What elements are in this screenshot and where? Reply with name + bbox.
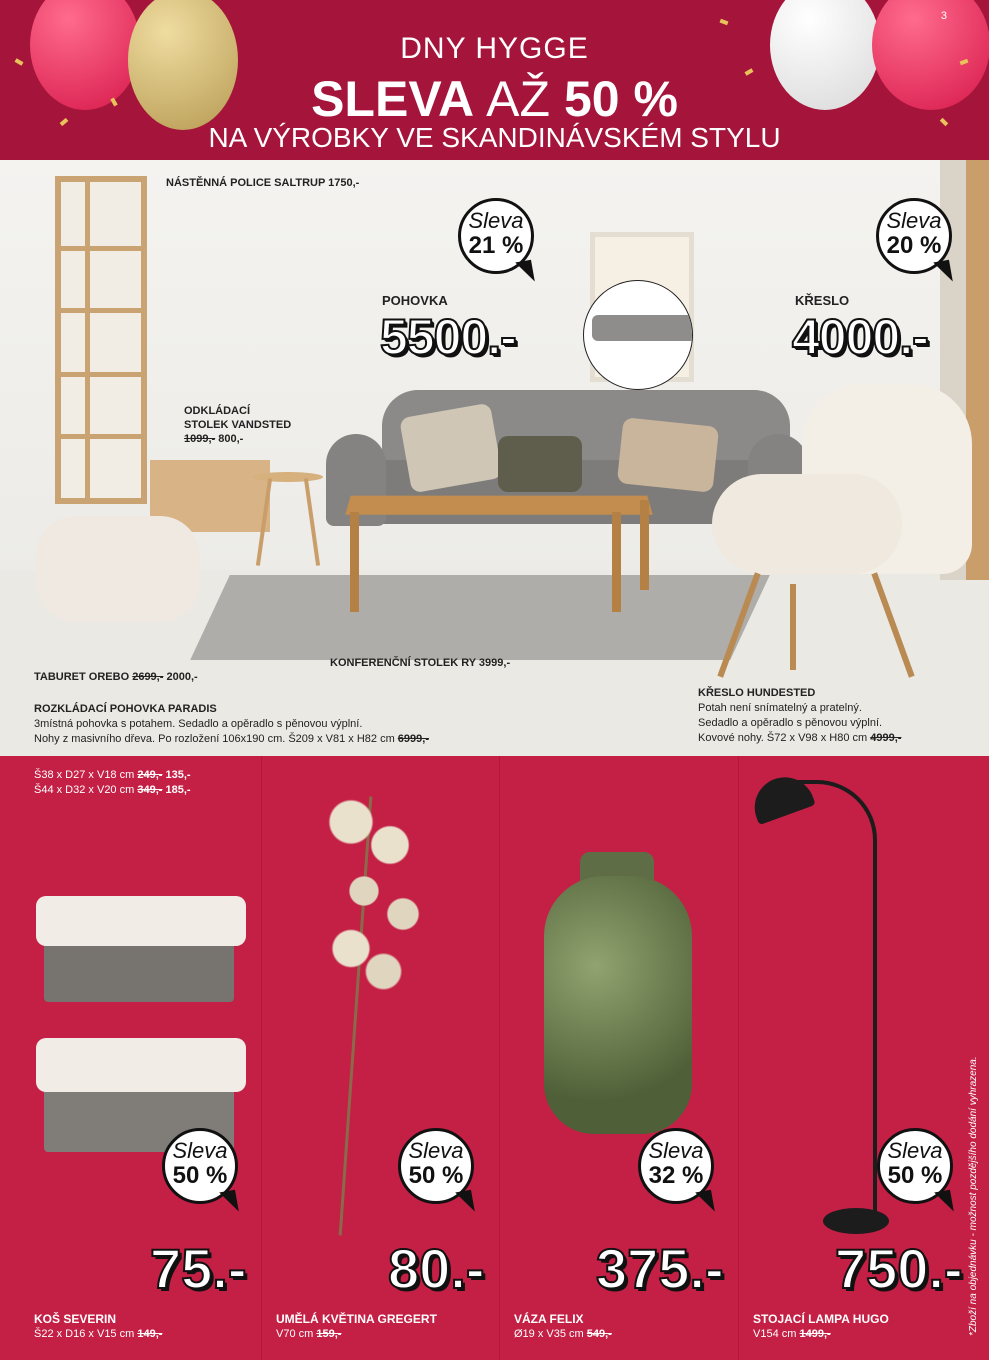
basket-image	[36, 876, 246, 1002]
discount-bubble: Sleva 50 %	[877, 1128, 953, 1204]
product-card-vaza-felix[interactable]	[499, 756, 738, 1360]
ottoman-label: TABURET OREBO 2699,- 2000,-	[34, 671, 198, 683]
discount-bubble: Sleva 50 %	[162, 1128, 238, 1204]
shelf-label: NÁSTĚNNÁ POLICE SALTRUP 1750,-	[166, 177, 360, 189]
discount-bubble: Sleva 50 %	[398, 1128, 474, 1204]
sofa-price: 5500.-	[380, 309, 516, 365]
chair-discount-bubble: Sleva 20 %	[876, 198, 952, 274]
paradis-desc: 3místná pohovka s potahem. Sedadlo a opěradlo s pěnovou výplní. Nohy z masivního dřeva. Po rozložení 106x190 cm. Š209 x V81 x H82 cm 6999,-	[34, 718, 429, 745]
product-dim: V70 cm 159,-	[276, 1328, 342, 1340]
price: 750.-	[835, 1237, 963, 1300]
vase-image	[544, 876, 692, 1134]
coffee-table-ry	[345, 496, 653, 515]
product-dim: V154 cm 1499,-	[753, 1328, 831, 1340]
product-card-lampa-hugo[interactable]	[738, 756, 989, 1360]
sofa-bed-inset	[583, 280, 693, 390]
lamp-arm	[797, 780, 877, 850]
sofa-discount-bubble: Sleva 21 %	[458, 198, 534, 274]
price: 80.-	[388, 1237, 485, 1300]
product-card-kvetina-gregert[interactable]	[261, 756, 499, 1360]
side-table-vandsted	[253, 472, 323, 482]
product-name: UMĚLÁ KVĚTINA GREGERT	[276, 1312, 437, 1326]
basket-size-variants: Š38 x D27 x V18 cm 249,- 135,- Š44 x D32 x V20 cm 349,- 185,-	[34, 769, 191, 796]
banner-line2: SLEVA AŽ 50 %	[311, 71, 678, 127]
rug	[190, 575, 770, 660]
pillow-olive	[498, 436, 582, 492]
sidetable-label: ODKLÁDACÍ STOLEK VANDSTED 1099,- 800,-	[184, 405, 292, 445]
page-number: 3	[940, 10, 947, 22]
chair-price: 4000.-	[792, 309, 928, 365]
ottoman-orebo	[36, 516, 200, 622]
banner-line3: NA VÝROBKY VE SKANDINÁVSKÉM STYLU	[208, 122, 781, 153]
product-dim: Ø19 x V35 cm 549,-	[514, 1328, 612, 1340]
flower-leaves	[312, 776, 442, 1006]
product-name: KOŠ SEVERIN	[34, 1312, 117, 1326]
discount-bubble: Sleva 32 %	[638, 1128, 714, 1204]
hundested-name: KŘESLO HUNDESTED	[698, 687, 816, 699]
armchair-hundested	[712, 384, 962, 584]
price: 375.-	[596, 1237, 724, 1300]
sofa-label: POHOVKA	[382, 293, 448, 308]
price: 75.-	[150, 1237, 247, 1300]
wall-shelf-saltrup	[55, 176, 147, 504]
product-name: STOJACÍ LAMPA HUGO	[753, 1312, 889, 1326]
product-name: VÁZA FELIX	[514, 1312, 584, 1326]
product-dim: Š22 x D16 x V15 cm 149,-	[34, 1328, 163, 1340]
product-card-kos-severin[interactable]	[0, 756, 261, 1360]
confetti	[720, 19, 729, 25]
coffeetable-label: KONFERENČNÍ STOLEK RY 3999,-	[330, 657, 511, 669]
lamp-base	[823, 1208, 889, 1234]
paradis-name: ROZKLÁDACÍ POHOVKA PARADIS	[34, 703, 217, 715]
banner-line1: DNY HYGGE	[400, 32, 589, 65]
promo-banner	[0, 0, 989, 160]
pillow-beige	[617, 417, 719, 493]
chair-label: KŘESLO	[795, 293, 850, 308]
order-note: *Zboží na objednávku - možnost pozdějšího dodání vyhrazena.	[968, 1056, 979, 1336]
pillow-checked	[399, 403, 503, 494]
hundested-desc: Potah není snímatelný a pratelný. Sedadlo a opěradlo s pěnovou výplní. Kovové nohy. Š72 x V98 x H80 cm 4999,-	[698, 702, 902, 744]
